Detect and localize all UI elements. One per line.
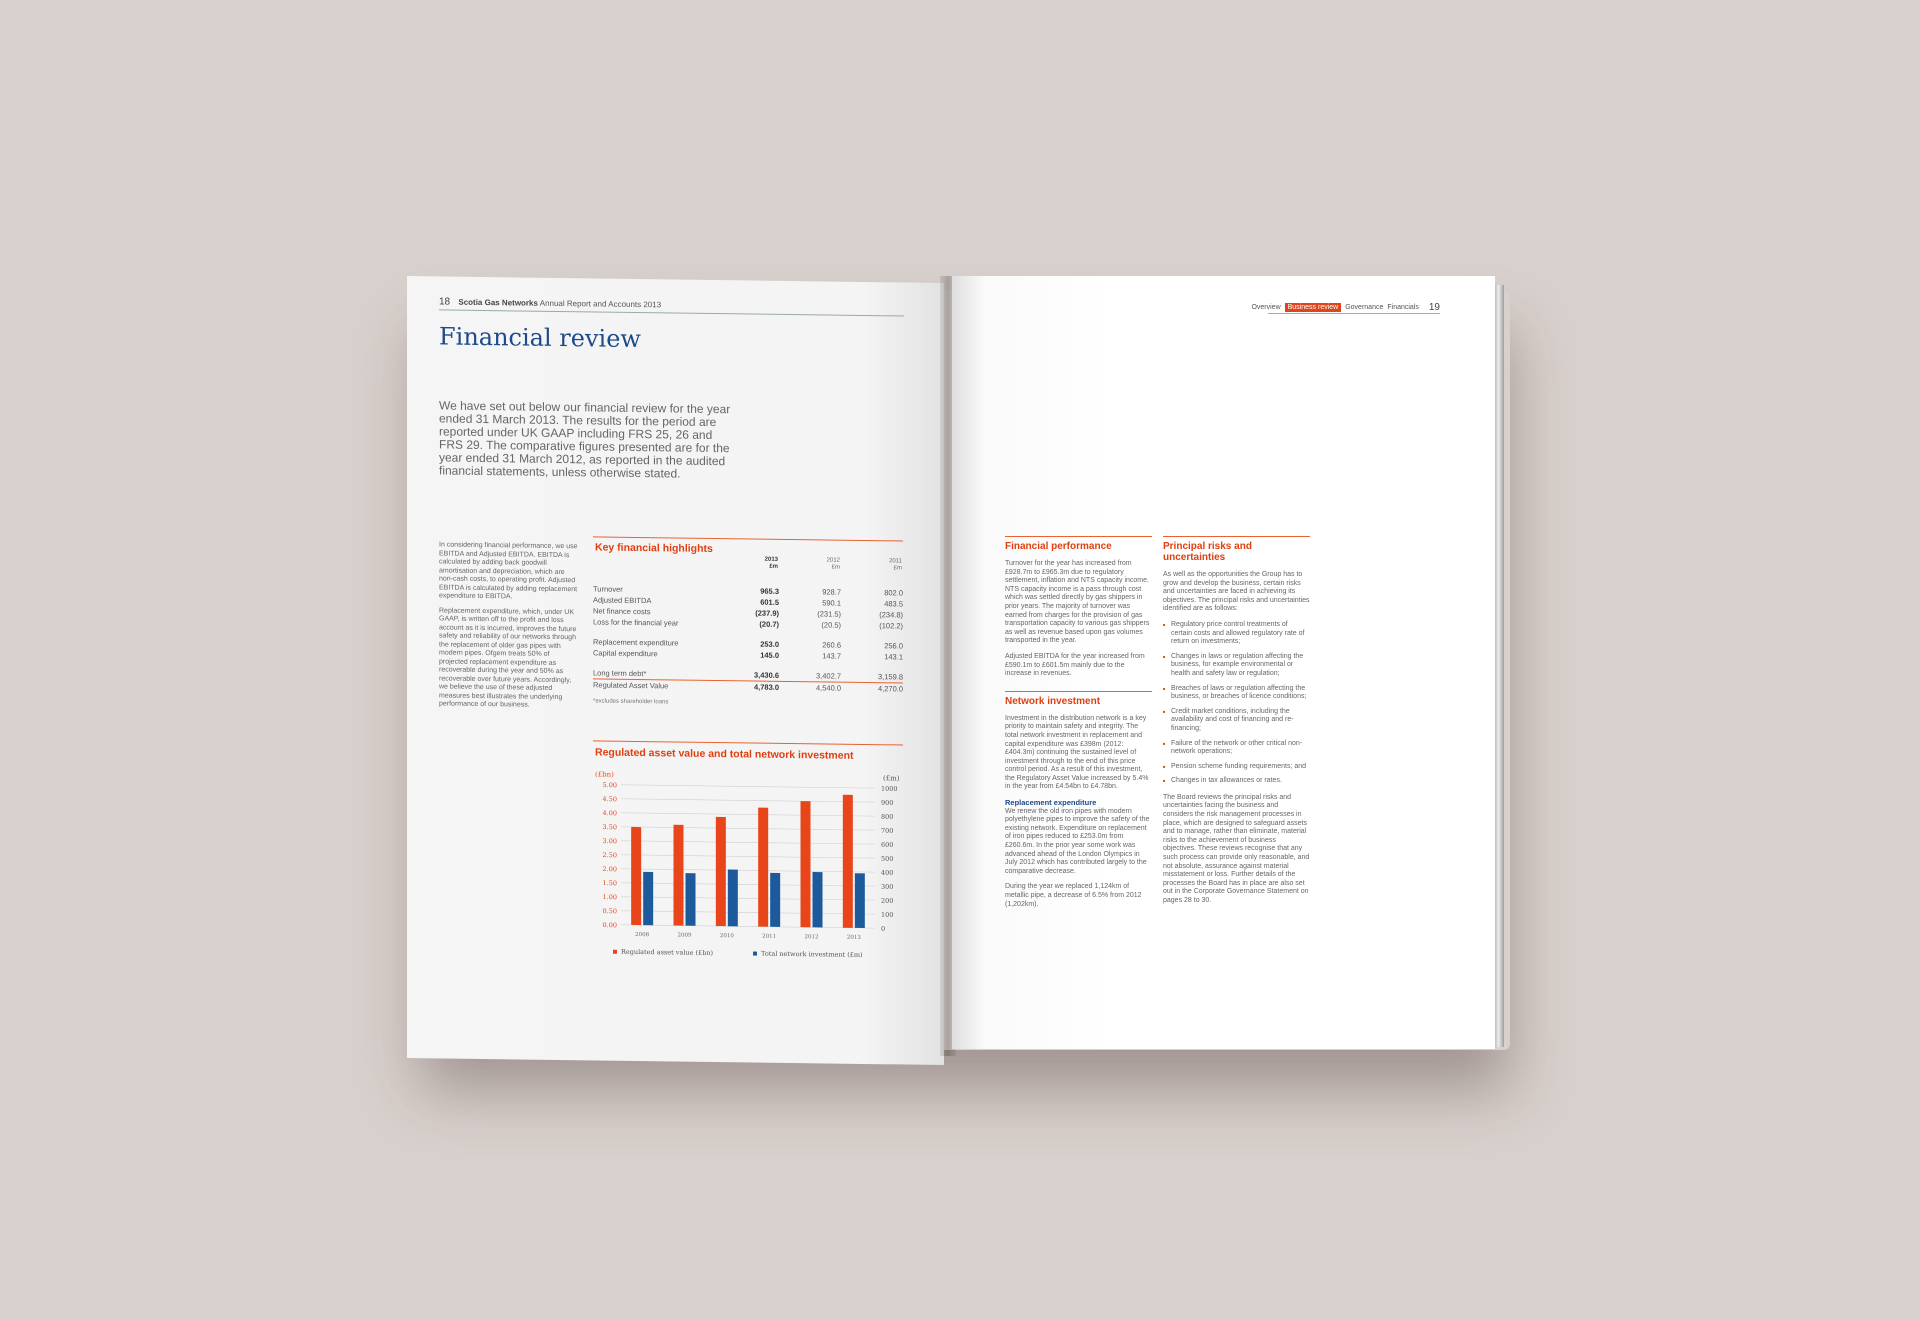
- right-tick-label: 900: [881, 798, 894, 807]
- header-brand: Scotia Gas Networks: [458, 297, 538, 308]
- investment-bar: [770, 873, 780, 927]
- legend-swatch-rav: [613, 950, 617, 954]
- gridline: [621, 925, 875, 928]
- table-row: Adjusted EBITDA 601.5 590.1 483.5: [593, 595, 903, 609]
- gridline: [621, 813, 875, 816]
- x-tick-label: 2011: [762, 933, 777, 940]
- list-item: ■ Changes in laws or regulation affecting the business, for example environmental or health and safety law or regulation;: [1163, 653, 1310, 679]
- left-tick-label: 2.00: [602, 865, 617, 874]
- legend-label-investment: Total network investment (£m): [761, 949, 863, 959]
- header-rule: [439, 309, 904, 316]
- sidebar-paragraph: In considering financial performance, we use EBITDA and Adjusted EBITDA. EBITDA is calculated by adding back goodwill amortisation and depreciation, which are non-cash costs, to operating profit. Adjusted EBITDA is calculated by adding replacement expenditure to EBITDA.: [439, 541, 578, 601]
- table-row: Regulated Asset Value 4,783.0 4,540.0 4,270.0: [593, 680, 903, 694]
- gridline: [621, 911, 875, 914]
- rav-chart-section: [593, 740, 903, 966]
- gridline: [621, 827, 875, 830]
- column-header: 2012 £m: [826, 557, 840, 571]
- rav-investment-chart: [593, 762, 903, 966]
- gridline: [621, 785, 875, 788]
- right-tick-label: 600: [881, 840, 894, 849]
- left-page: [407, 276, 944, 1065]
- replacement-expenditure-subheading: Replacement expenditure: [1005, 798, 1097, 808]
- body-paragraph: As well as the opportunities the Group has to grow and develop the business, certain risks and uncertainties are faced in achieving its objectives. The principal risks and uncertainties identified are as follows:: [1163, 571, 1310, 613]
- list-item: ■ Failure of the network or other critical non-network operations;: [1163, 740, 1310, 757]
- right-page-number: 19: [1428, 302, 1440, 313]
- legend-label-rav: Regulated asset value (£bn): [621, 947, 714, 958]
- column-header: 2013 £m: [764, 556, 778, 570]
- nav-item-overview[interactable]: Overview: [1251, 304, 1281, 311]
- section-rule: [593, 740, 903, 745]
- table-footnote: *excludes shareholder loans: [593, 698, 669, 706]
- right-axis-label: (£m): [883, 774, 900, 783]
- left-axis-label: (£bn): [595, 770, 614, 779]
- rav-bar: [801, 801, 811, 927]
- right-tick-label: 400: [881, 868, 894, 877]
- nav-item-governance[interactable]: Governance: [1345, 304, 1384, 311]
- x-tick-label: 2013: [846, 934, 861, 941]
- gridline: [621, 841, 875, 844]
- gridline: [621, 883, 875, 886]
- header-rule: [1268, 313, 1440, 314]
- table-row: Turnover 965.3 928.7 802.0: [593, 584, 903, 598]
- column-header: 2011 £m: [889, 558, 902, 572]
- right-tick-label: 200: [881, 896, 894, 905]
- table-row: Net finance costs (237.9) (231.5) (234.8): [593, 606, 903, 620]
- table-row: Long term debt* 3,430.6 3,402.7 3,159.8: [593, 668, 903, 682]
- list-item: ■ Regulatory price control treatments of certain costs and allowed regulatory rate of return on investments;: [1163, 621, 1310, 647]
- x-tick-label: 2012: [804, 934, 819, 941]
- right-tick-label: 1000: [881, 784, 898, 793]
- financial-performance-column: [1005, 536, 1152, 916]
- chart-title: Regulated asset value and total network investment: [595, 746, 854, 762]
- left-page-header: [439, 296, 661, 310]
- list-item: ■ Credit market conditions, including the availability and cost of financing and re-financing;: [1163, 708, 1310, 734]
- gridline: [621, 799, 875, 802]
- network-investment-heading: Network investment: [1005, 695, 1101, 707]
- nav-item-business-review[interactable]: Business review: [1285, 303, 1342, 312]
- rav-bar: [674, 825, 684, 926]
- right-tick-label: 100: [881, 910, 894, 919]
- list-item: ■ Changes in tax allowances or rates.: [1163, 777, 1310, 786]
- investment-bar: [643, 872, 653, 925]
- page-title: Financial review: [439, 322, 641, 354]
- investment-bar: [813, 872, 823, 927]
- body-paragraph: During the year we replaced 1,124km of metallic pipe, a decrease of 6.5% from 2012 (1,202km).: [1005, 883, 1142, 908]
- section-rule: [1163, 536, 1310, 537]
- left-tick-label: 2.50: [602, 851, 617, 860]
- highlights-title: Key financial highlights: [595, 541, 713, 556]
- right-tick-label: 500: [881, 854, 894, 863]
- x-tick-label: 2010: [719, 933, 734, 940]
- left-tick-label: 4.00: [602, 809, 617, 818]
- left-page-number: 18: [439, 296, 451, 308]
- gridline: [621, 897, 875, 900]
- x-tick-label: 2008: [635, 931, 650, 939]
- table-header-row: [593, 553, 903, 587]
- list-item: ■ Breaches of laws or regulation affecting the business, or breaches of licence conditions;: [1163, 685, 1310, 702]
- left-tick-label: 3.50: [602, 823, 617, 832]
- key-financial-highlights: [593, 536, 903, 708]
- investment-bar: [728, 869, 738, 926]
- table-row: Capital expenditure 145.0 143.7 143.1: [593, 648, 903, 662]
- financial-performance-heading: Financial performance: [1005, 541, 1112, 552]
- section-rule: [1005, 691, 1152, 692]
- rav-bar: [631, 827, 641, 925]
- left-tick-label: 4.50: [602, 795, 617, 804]
- nav-item-financials[interactable]: Financials: [1387, 304, 1419, 311]
- header-text: Annual Report and Accounts 2013: [539, 298, 662, 310]
- left-tick-label: 0.00: [602, 921, 617, 930]
- left-tick-label: 3.00: [602, 837, 617, 846]
- right-tick-label: 800: [881, 812, 894, 821]
- table-row: Loss for the financial year (20.7) (20.5) (102.2): [593, 617, 903, 631]
- right-tick-label: 300: [881, 882, 894, 891]
- principal-risks-column: [1163, 536, 1310, 913]
- investment-bar: [686, 873, 696, 926]
- rav-bar: [843, 795, 853, 928]
- rav-bar: [758, 808, 768, 927]
- section-rule: [593, 536, 903, 541]
- rav-bar: [716, 817, 726, 926]
- section-nav: [1251, 302, 1440, 313]
- gridline: [621, 869, 875, 872]
- right-tick-label: 0: [881, 924, 886, 933]
- list-item: ■ Pension scheme funding requirements; and: [1163, 763, 1310, 772]
- principal-risks-heading: Principal risks and uncertainties: [1163, 541, 1252, 563]
- section-rule: [1005, 536, 1152, 537]
- body-paragraph: Turnover for the year has increased from £928.7m to £965.3m due to regulatory settlement, inflation and NTS capacity income. NTS capacity income is a pass through cost which was settled directly by gas shippers in prior years. The majority of turnover was earned from charges for the provision of gas transportation capacity to various gas shippers as well as revenue based upon gas volumes transported in the year.: [1005, 560, 1150, 645]
- body-paragraph: Adjusted EBITDA for the year increased from £590.1m to £601.5m mainly due to the increase in revenues.: [1005, 652, 1145, 678]
- risks-list: [1163, 621, 1310, 786]
- sidebar-paragraph: Replacement expenditure, which, under UK GAAP, is written off to the profit and loss account as it is incurred, improves the future safety and reliability of our networks through the replacement of older gas pipes with modern pipes. Ofgem treats 50% of projected replacement expenditure as recoverable during the year and 50% as recoverable over future years. Accordingly, we believe the use of these adjusted measures best illustrates the underlying performance of our business.: [439, 606, 577, 709]
- body-paragraph: Investment in the distribution network is a key priority to maintain safety and integrity. The total network investment in replacement and capital expenditure was £398m (2012: £404.3m) continuing the sustained level of investment through to the end of this price control period. As a result of this investment, the Regulatory Asset Value increased by 5.4% in the year from £4.54bn to £4.78bn.: [1005, 714, 1149, 791]
- investment-bar: [855, 873, 865, 928]
- left-tick-label: 0.50: [602, 907, 617, 916]
- body-paragraph: We renew the old iron pipes with modern polyethylene pipes to improve the safety of the existing network. Expenditure on replacement of iron pipes reduced to £253.0m from £260.6m. In the prior year some work was advanced ahead of the London Olympics in July 2012 which has contributed largely to the comparative decrease.: [1005, 807, 1150, 875]
- left-tick-label: 5.00: [602, 781, 617, 790]
- table-row: Replacement expenditure 253.0 260.6 256.0: [593, 637, 903, 651]
- page-stack-edge: [1495, 285, 1504, 1047]
- gridline: [621, 855, 875, 858]
- intro-paragraph: We have set out below our financial review for the year ended 31 March 2013. The results for the period are reported under UK GAAP including FRS 25, 26 and FRS 29. The comparative figures presented are for the year ended 31 March 2012, as reported in the audited financial statements, unless otherwise stated.: [439, 398, 731, 481]
- left-tick-label: 1.00: [602, 893, 617, 902]
- right-page: [952, 276, 1495, 1049]
- body-paragraph: The Board reviews the principal risks and uncertainties facing the business and considers the risk management processes in place, which are designed to safeguard assets and to manage, rather than eliminate, material risks to the achievement of business objectives. These reviews recognise that any such process can provide only reasonable, and not absolute, assurance against material misstatement or loss. Further details of the processes the Board has in place are also set out in the Corporate Governance Statement on pages 28 to 30.: [1163, 793, 1310, 904]
- legend-swatch-investment: [753, 952, 757, 956]
- left-tick-label: 1.50: [602, 879, 617, 888]
- highlights-table: [593, 553, 903, 694]
- sidebar-notes: [439, 541, 579, 716]
- x-tick-label: 2009: [677, 932, 692, 939]
- right-tick-label: 700: [881, 826, 894, 835]
